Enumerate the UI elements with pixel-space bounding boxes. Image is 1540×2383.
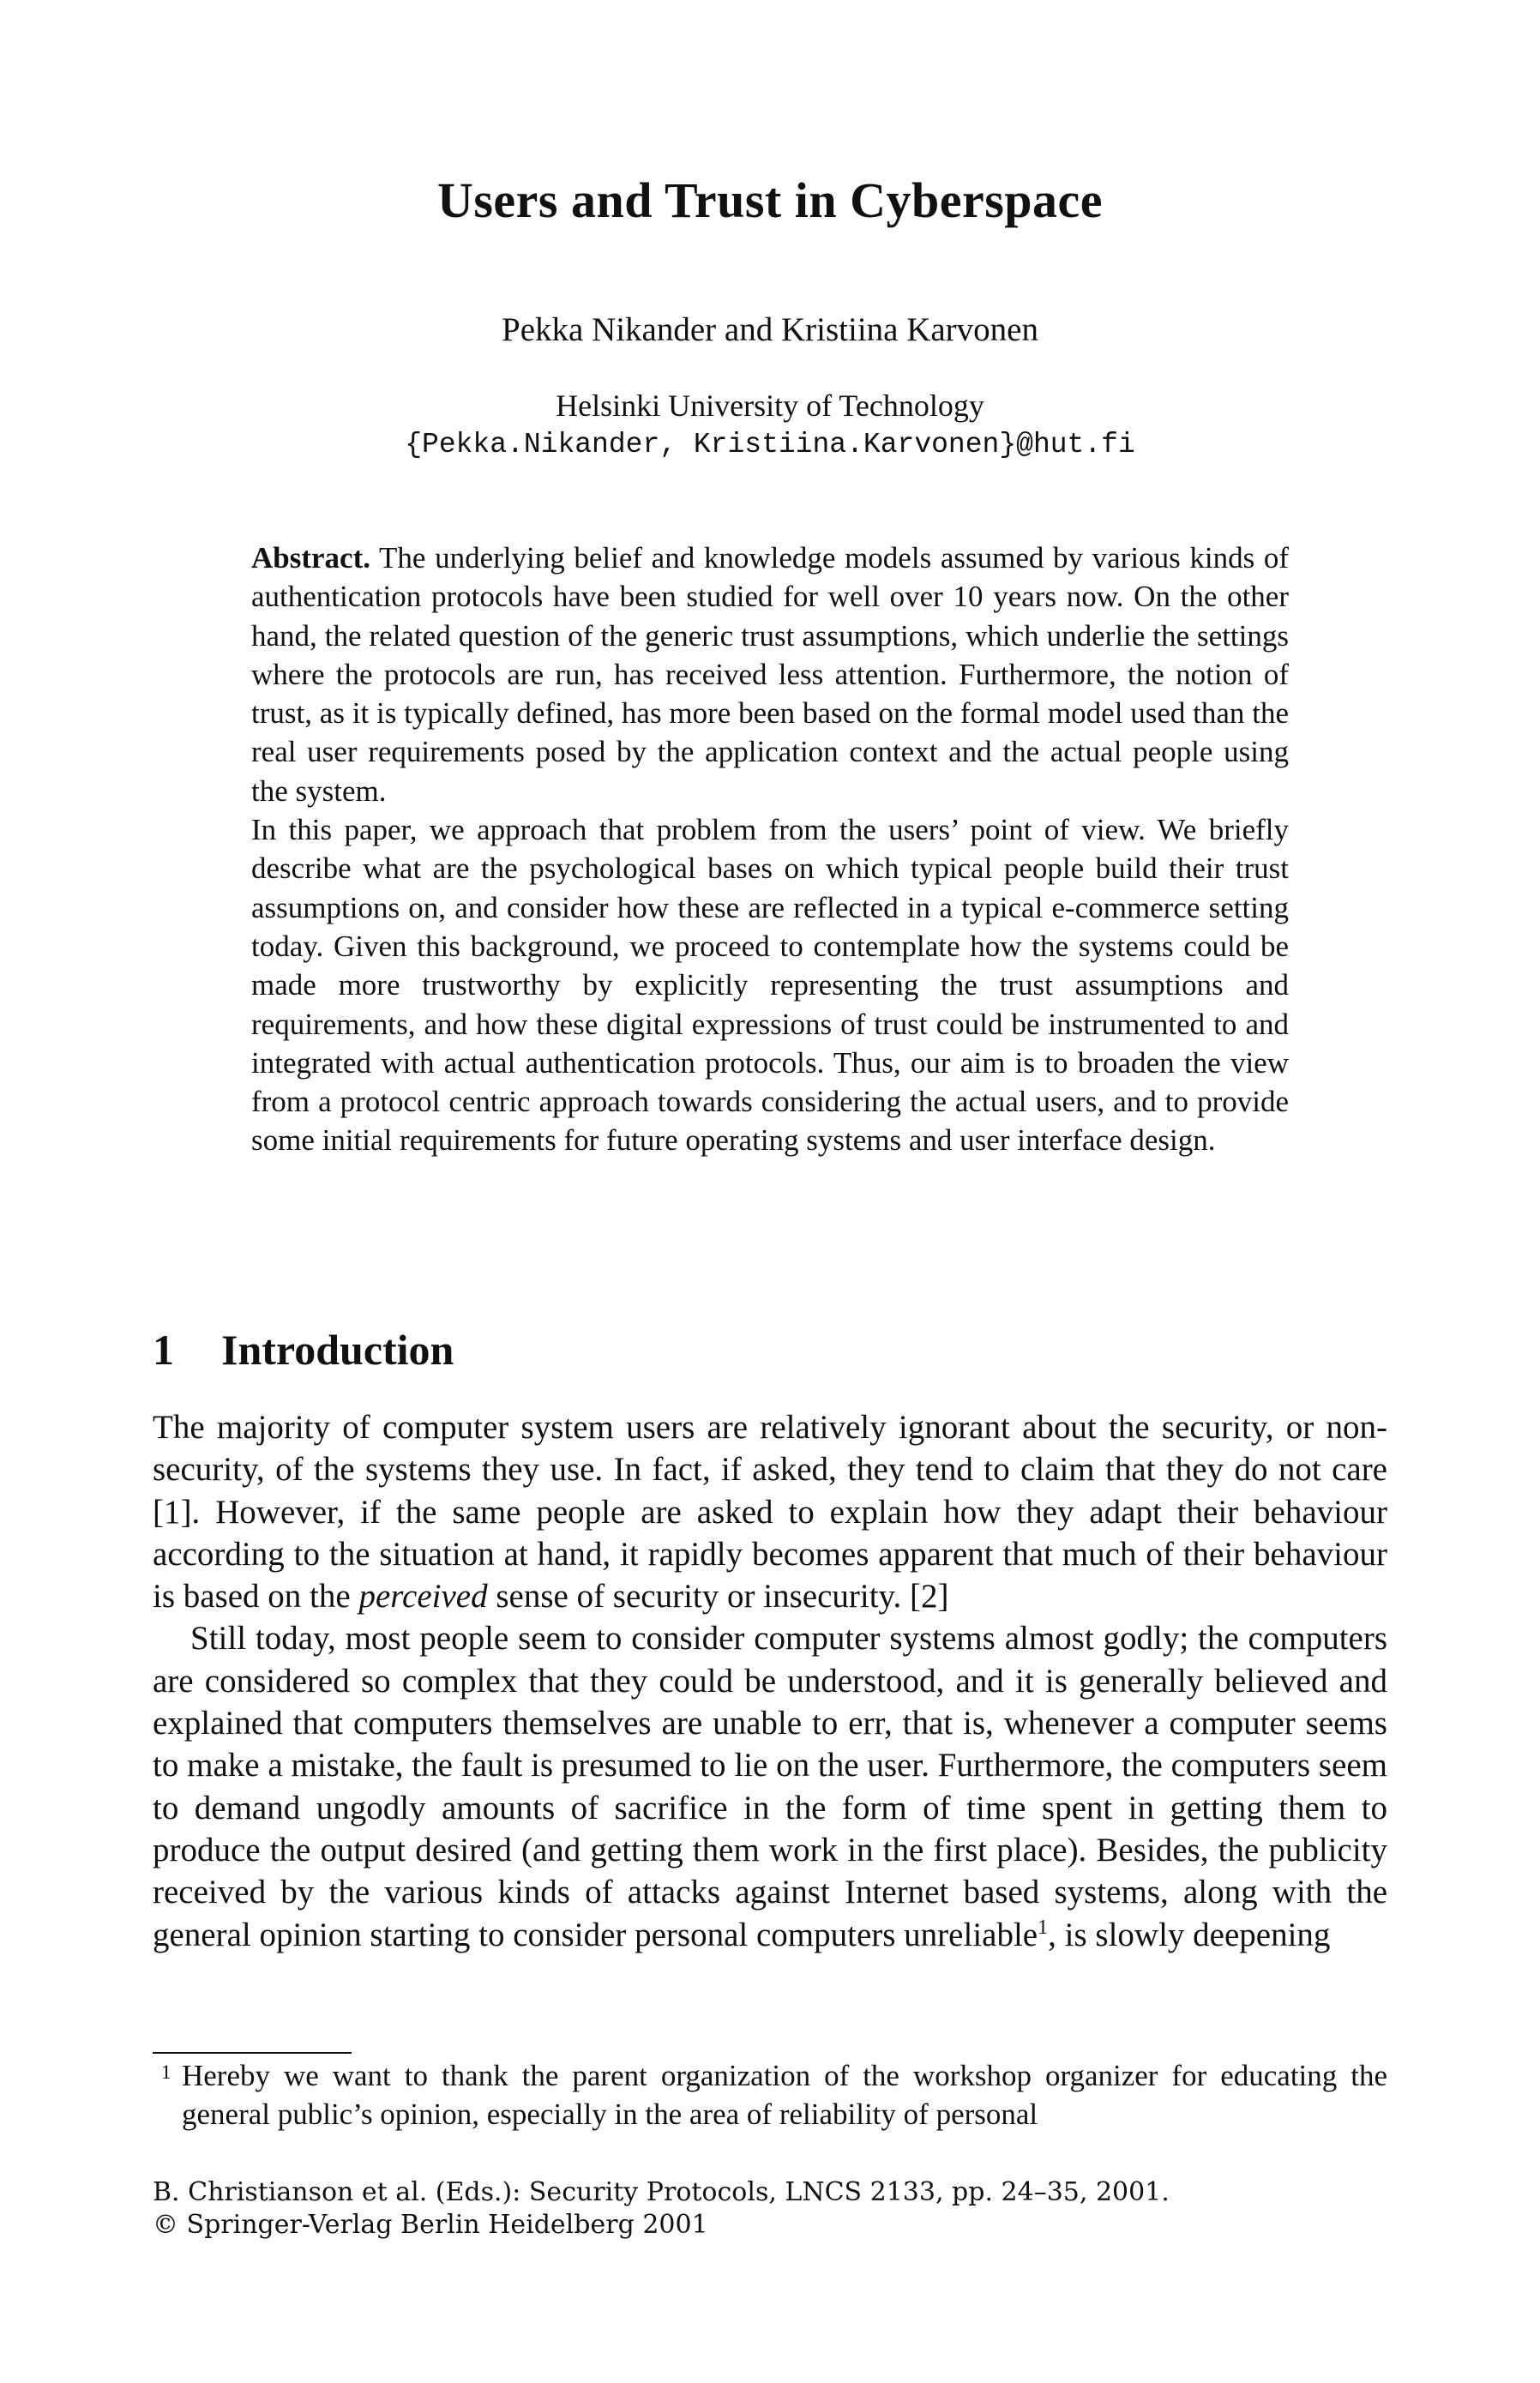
intro-p1-text-a: The majority of computer system users are relatively ignorant about the security, or non-security, of the systems they use. In fact, if asked, they tend to claim that they do not care [1]. However, if the same people are asked to explain how they adapt their behaviour according to the situation at hand, it rapidly becomes apparent that much of their behaviour is based on the [153,1409,1387,1616]
citation-line-1: B. Christianson et al. (Eds.): Security Protocols, LNCS 2133, pp. 24–35, 2001. [153,2177,1170,2207]
introduction-body [153,1406,1387,1956]
author-names: Pekka Nikander and Kristiina Karvonen [502,311,1038,348]
footnote-reference[interactable]: 1 [1038,1916,1049,1939]
footnote-divider [153,2052,352,2054]
abstract-label: Abstract. [251,541,370,575]
abstract-paragraph-2: In this paper, we approach that problem from the users’ point of view. We briefly describe what are the psychological bases on which typical people build their trust assumptions on, and consider how these are reflected in a typical e-commerce setting today. Given this background, we proceed to contemplate how the systems could be made more trustworthy by explicitly representing the trust assumptions and requirements, and how these digital expressions of trust could be instrumented to and integrated with actual authentication protocols. Thus, our aim is to broaden the view from a protocol centric approach towards considering the actual users, and to provide some initial requirements for future operating systems and user interface design. [251,813,1289,1158]
footnote-mark: 1 [161,2061,171,2083]
footnote-text: Hereby we want to thank the parent organization of the workshop organizer for educating the general public’s opinion, especially in the area of reliability of personal [182,2059,1387,2131]
intro-p2-text-b: , is slowly deepening [1048,1916,1331,1953]
section-title: Introduction [221,1326,454,1374]
section-number: 1 [153,1326,174,1374]
affiliation-block [0,386,1540,465]
abstract-text-1: The underlying belief and knowledge models assumed by various kinds of authentication protocols have been studied for well over 10 years now. On the other hand, the related question of the generic trust assumptions, which underlie the settings where the protocols are run, has received less attention. Furthermore, the notion of trust, as it is typically defined, has more been based on the formal model used than the real user requirements posed by the application context and the actual people using the system. [251,541,1289,808]
abstract [251,539,1289,1160]
intro-p1-text-b: sense of security or insecurity. [2] [487,1578,949,1616]
footnote [153,2056,1387,2133]
section-heading [153,1325,454,1375]
intro-paragraph-1 [153,1406,1387,1617]
affiliation: Helsinki University of Technology [556,388,984,423]
author-email: {Pekka.Nikander, Kristiina.Karvonen}@hut.fi [405,429,1135,460]
intro-p1-emphasis: perceived [358,1578,488,1616]
intro-paragraph-2 [153,1617,1387,1955]
citation-block [153,2176,1387,2242]
copyright-line: © Springer-Verlag Berlin Heidelberg 2001 [153,2210,708,2240]
abstract-paragraph-1 [251,539,1289,810]
intro-p2-text-a: Still today, most people seem to consider computer systems almost godly; the computers are considered so complex that they could be understood, and it is generally believed and explained that computers themselves are unable to err, that is, whenever a computer seems to make a mistake, the fault is presumed to lie on the user. Furthermore, the computers seem to demand ungodly amounts of sacrifice in the form of time spent in getting them to produce the output desired (and getting them work in the first place). Besides, the publicity received by the various kinds of attacks against Internet based systems, along with the general opinion starting to consider personal computers unreliable [153,1620,1387,1953]
paper-title: Users and Trust in Cyberspace [436,172,1104,228]
